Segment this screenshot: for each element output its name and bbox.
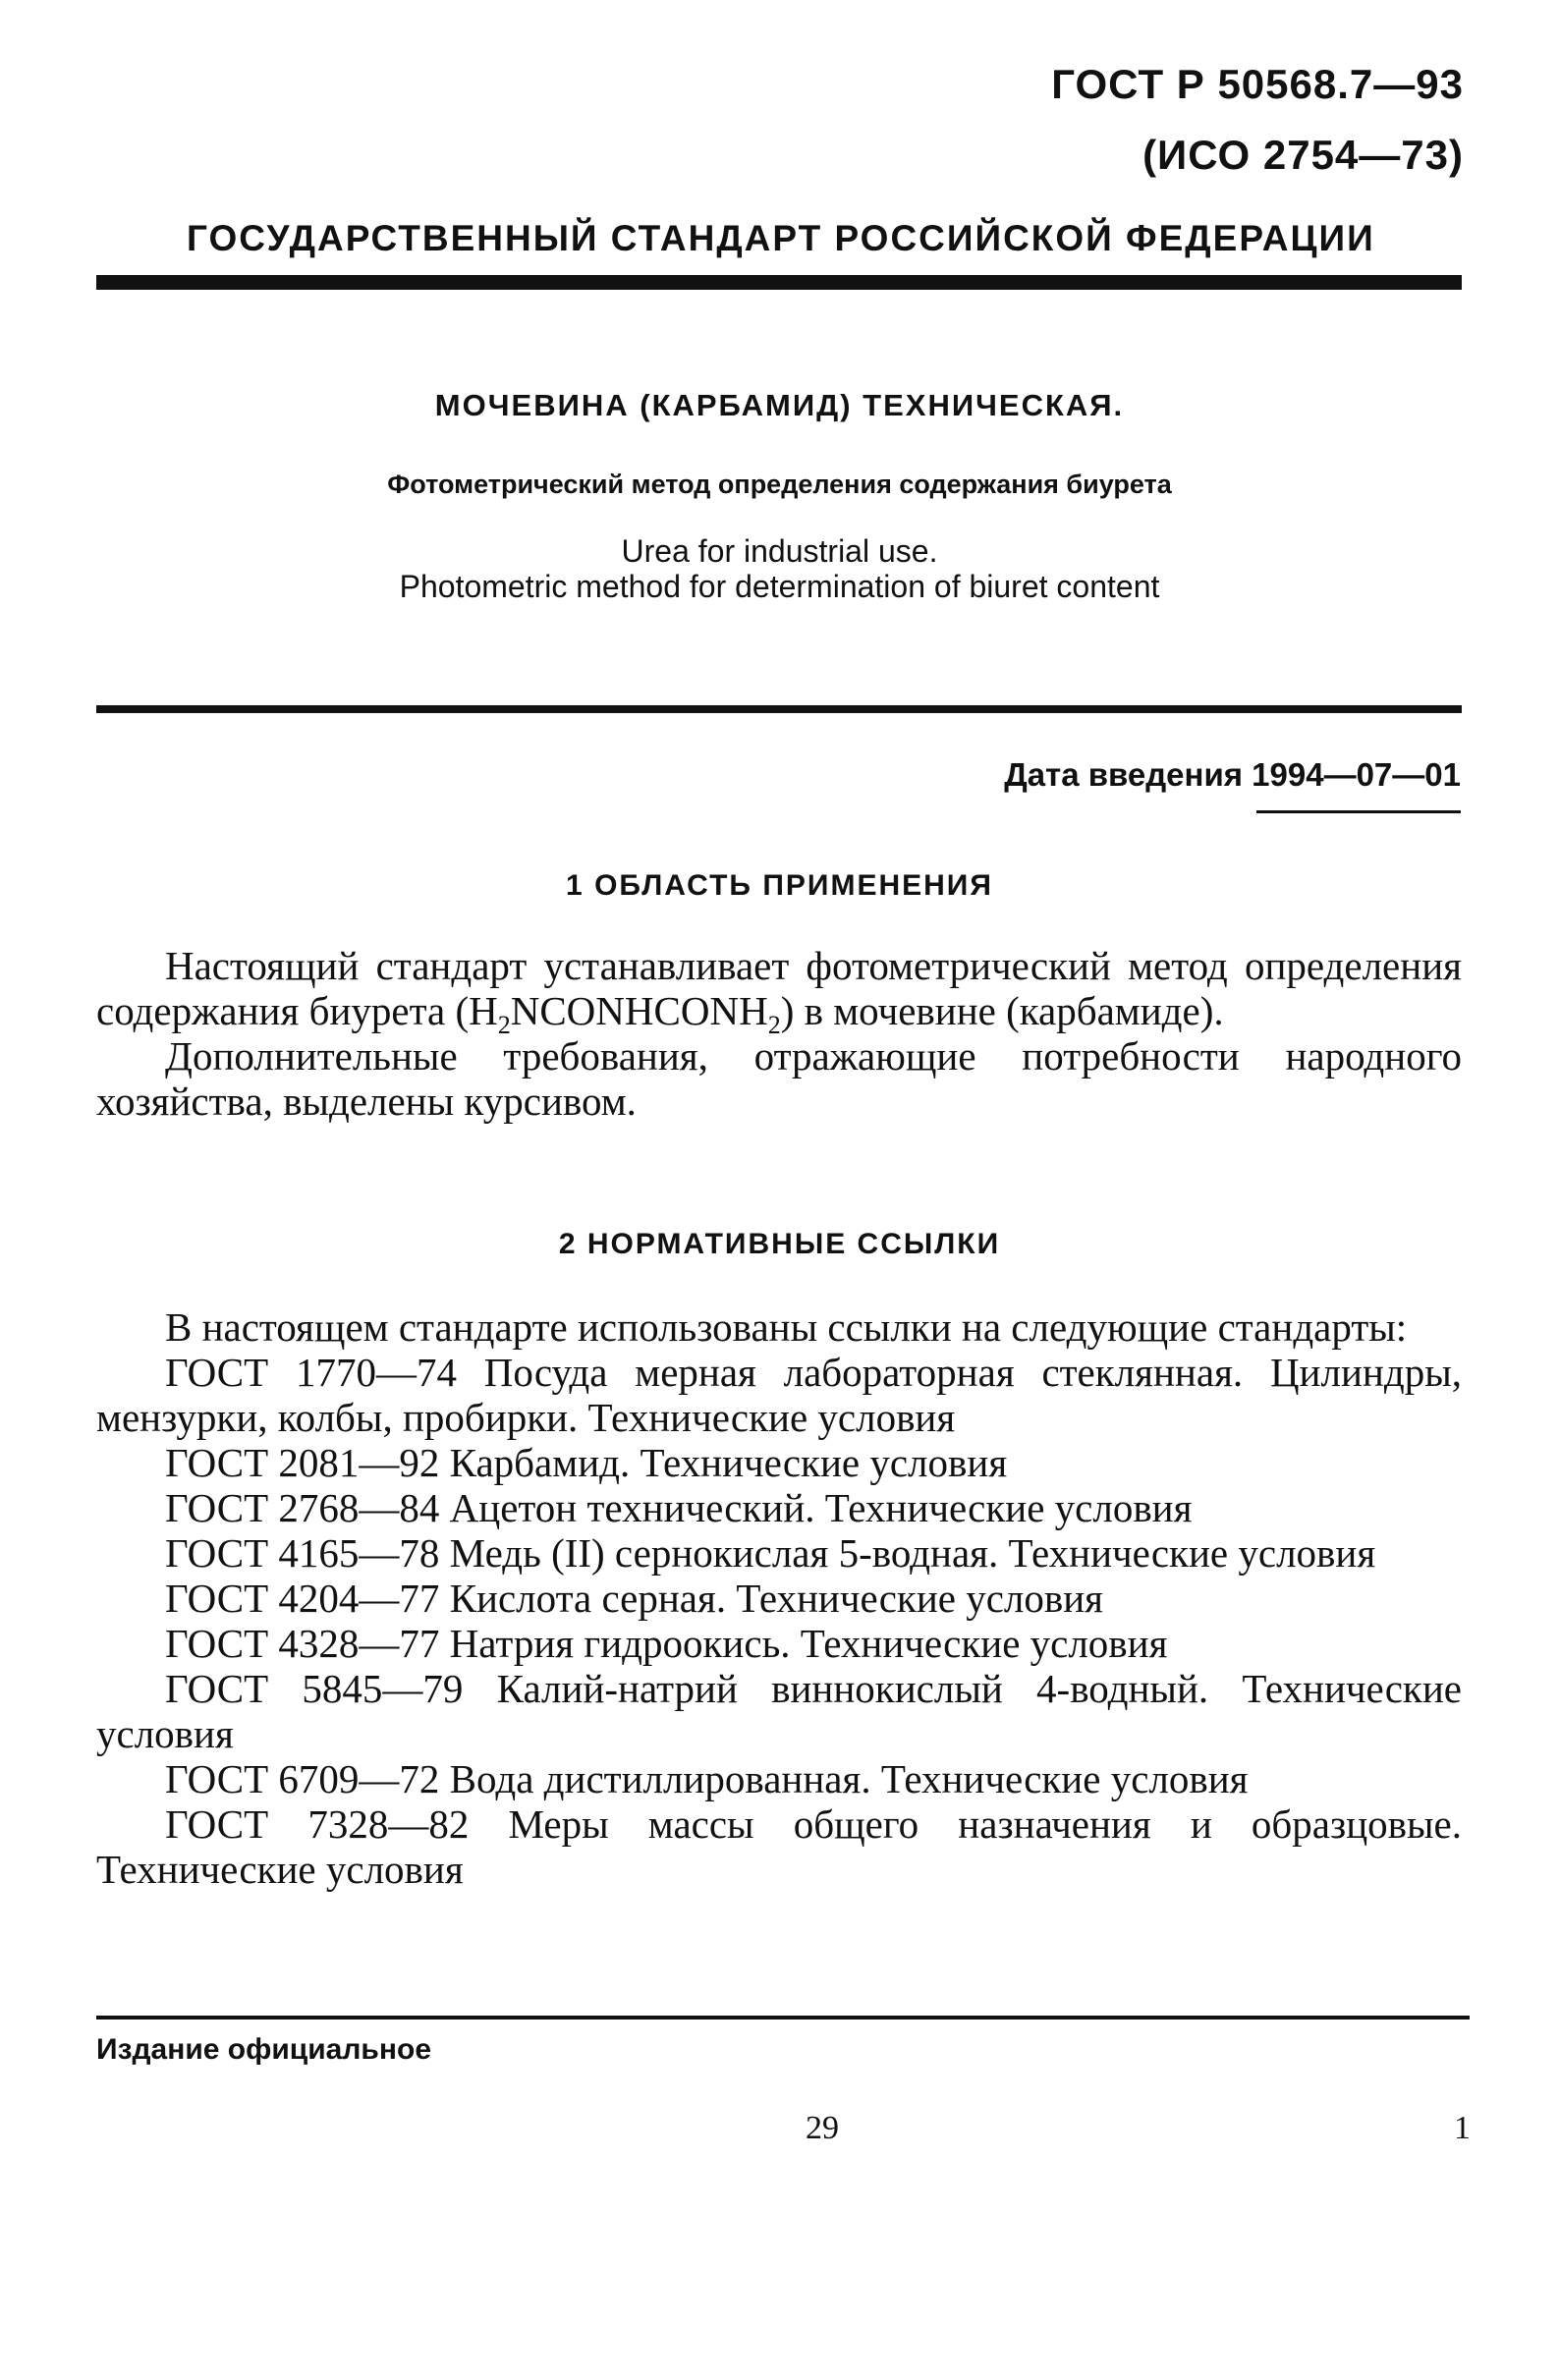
section-2-heading: 2 НОРМАТИВНЫЕ ССЫЛКИ bbox=[558, 1228, 1001, 1260]
introduction-date bbox=[1004, 756, 1461, 794]
english-title-line2: Photometric method for determination of biuret content bbox=[399, 569, 1160, 604]
document-title: МОЧЕВИНА (КАРБАМИД) ТЕХНИЧЕСКАЯ. bbox=[434, 388, 1125, 422]
references-intro: В настоящем стандарте использованы ссылки на следующие стандарты: bbox=[165, 1304, 1408, 1350]
english-title-line1: Urea for industrial use. bbox=[621, 533, 938, 569]
section-2-body bbox=[96, 1304, 1462, 1892]
reference-item: ГОСТ 5845—79 Калий-натрий виннокислый 4-водный. Технические условия bbox=[96, 1666, 1462, 1756]
reference-item: ГОСТ 6709—72 Вода дистиллированная. Технические условия bbox=[165, 1756, 1249, 1801]
section-1-body bbox=[96, 943, 1462, 1124]
standard-code: ГОСТ Р 50568.7—93 bbox=[1051, 61, 1464, 107]
footer-rule bbox=[96, 2016, 1470, 2020]
reference-item: ГОСТ 4204—77 Кислота серная. Технические условия bbox=[165, 1576, 1104, 1621]
state-standard-title: ГОСУДАРСТВЕННЫЙ СТАНДАРТ РОССИЙСКОЙ ФЕДЕРАЦИИ bbox=[187, 218, 1375, 258]
reference-item: ГОСТ 7328—82 Меры массы общего назначения и образцовые. Технические условия bbox=[96, 1801, 1462, 1892]
scope-paragraph: Настоящий стандарт устанавливает фотометрический метод определения содержания биурета $(H_2NCONHCONH_2)$ в мочевине (карбамиде). bbox=[96, 943, 1462, 1040]
reference-item: ГОСТ 2081—92 Карбамид. Технические условия bbox=[165, 1440, 1008, 1485]
reference-item: ГОСТ 4165—78 Медь (II) сернокислая 5-водная. Технические условия bbox=[165, 1530, 1376, 1576]
page-number: 29 bbox=[806, 2110, 839, 2146]
section-1-heading: 1 ОБЛАСТЬ ПРИМЕНЕНИЯ bbox=[566, 869, 993, 902]
iso-code: (ИСО 2754—73) bbox=[1142, 132, 1464, 178]
introduction-date-value: 1994—07—01 bbox=[1252, 756, 1461, 793]
reference-item: ГОСТ 2768—84 Ацетон технический. Технические условия bbox=[165, 1485, 1193, 1530]
edition-note: Издание официальное bbox=[96, 2033, 432, 2066]
reference-item: ГОСТ 1770—74 Посуда мерная лабораторная стеклянная. Цилиндры, мензурки, колбы, пробирки. Технические условия bbox=[96, 1350, 1462, 1440]
date-underline bbox=[1256, 810, 1461, 813]
title-rule bbox=[96, 705, 1462, 713]
introduction-date-label: Дата введения bbox=[1004, 756, 1243, 793]
reference-item: ГОСТ 4328—77 Натрия гидроокись. Технические условия bbox=[165, 1621, 1168, 1666]
sheet-number: 1 bbox=[1454, 2110, 1471, 2146]
header-rule bbox=[96, 275, 1462, 290]
document-subtitle: Фотометрический метод определения содержания биурета bbox=[387, 470, 1172, 499]
additional-requirements-paragraph: Дополнительные требования, отражающие потребности народного хозяйства, выделены курсивом. bbox=[96, 1033, 1462, 1124]
